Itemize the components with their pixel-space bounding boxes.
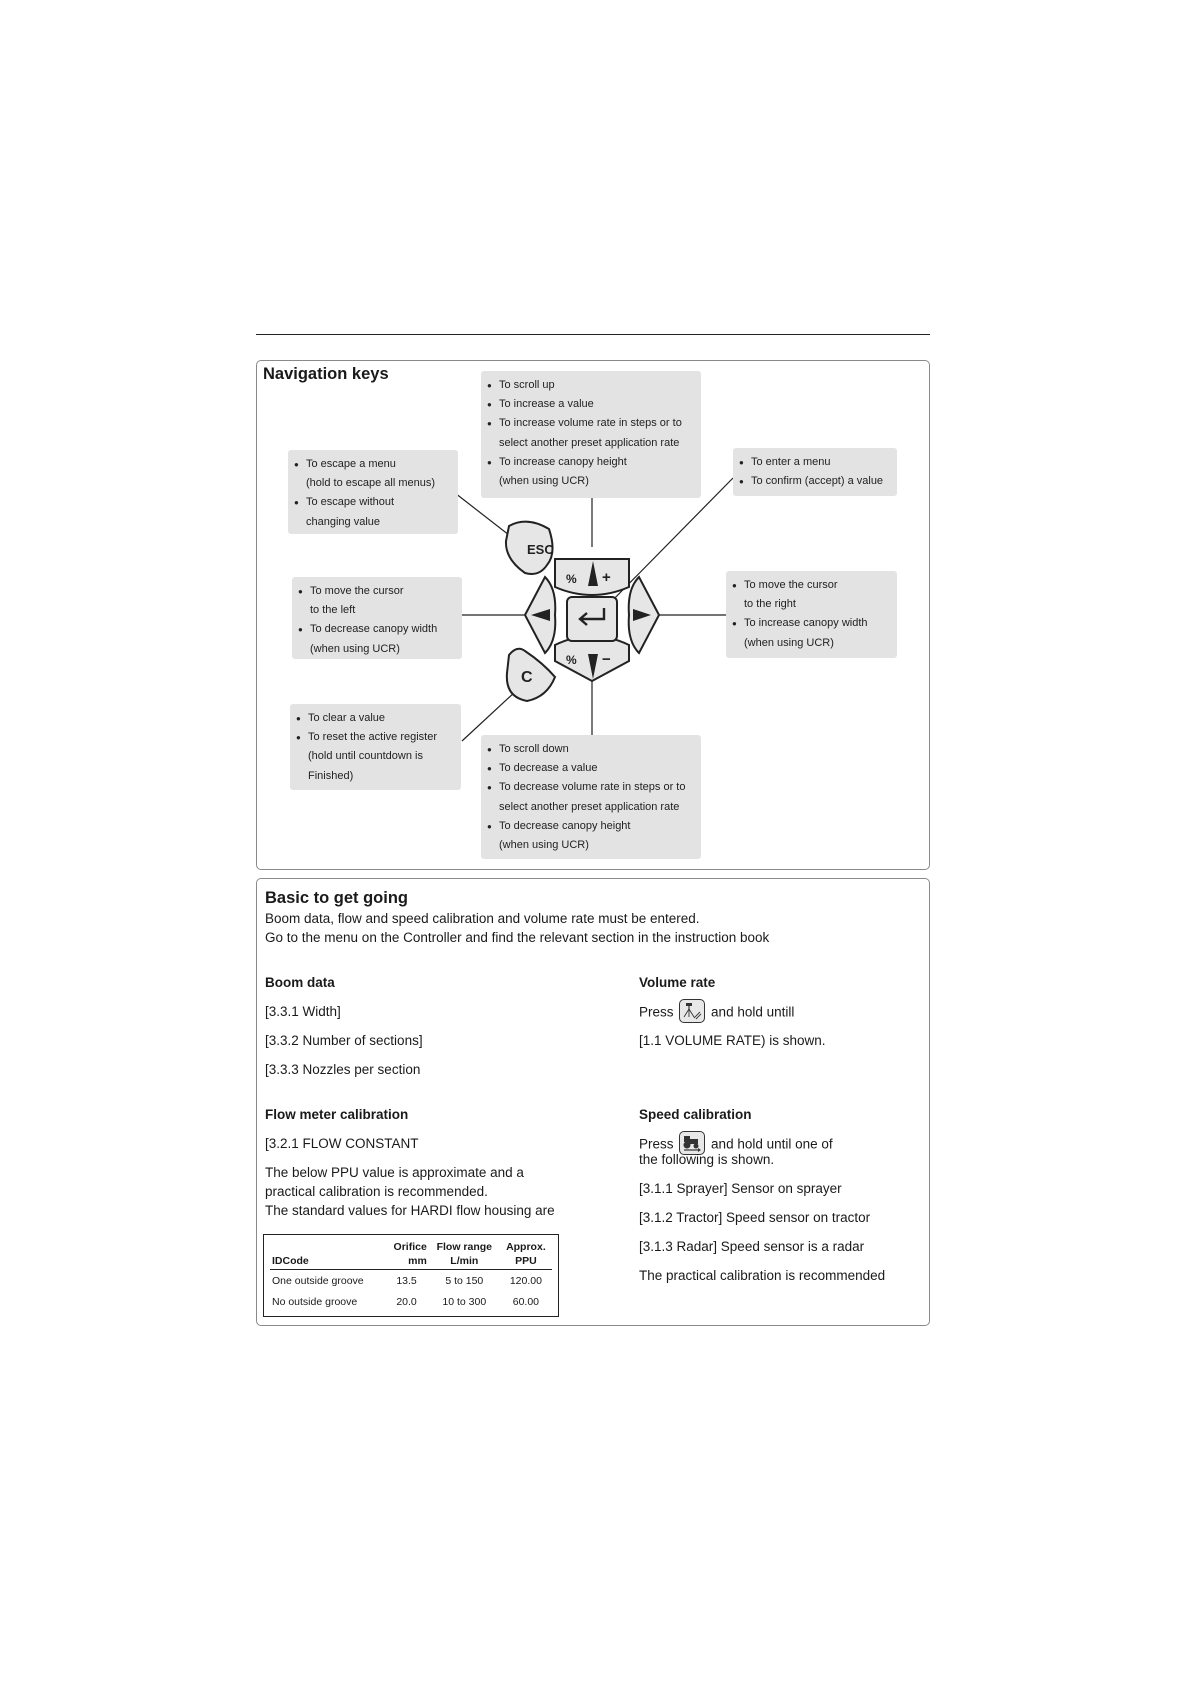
callout-esc-line: ● To escape without bbox=[306, 496, 395, 509]
down-key-percent-label: % bbox=[566, 653, 577, 667]
callout-esc-line: (hold to escape all menus) bbox=[306, 477, 436, 490]
ppu-header-ppu-line: PPU bbox=[515, 1255, 537, 1267]
callout-esc-key bbox=[288, 450, 458, 534]
ppu-header-orifice bbox=[384, 1239, 429, 1270]
callout-esc-line: changing value bbox=[306, 515, 381, 528]
ppu-cell-id: One outside groove bbox=[272, 1275, 364, 1287]
volume-rate-heading: Volume rate bbox=[639, 975, 716, 990]
basic-to-get-going-panel bbox=[256, 878, 930, 1326]
volume-rate-press-line bbox=[639, 1001, 794, 1025]
callout-enter-item: ● To confirm (accept) a value bbox=[739, 472, 891, 491]
ppu-cell-ppu: 60.00 bbox=[512, 1296, 540, 1308]
callout-down-item bbox=[487, 778, 695, 816]
callout-down-line: ● To decrease canopy height bbox=[499, 819, 631, 832]
callout-clear-item bbox=[296, 728, 455, 786]
callout-right-line: ● To move the cursor bbox=[744, 579, 838, 591]
volume-rate-shown-line: [1.1 VOLUME RATE) is shown. bbox=[639, 1033, 826, 1048]
table-row bbox=[270, 1270, 552, 1292]
clear-key-label: C bbox=[521, 669, 533, 686]
ppu-header-id-line: Code bbox=[282, 1255, 309, 1267]
esc-key-label: ESC bbox=[527, 542, 554, 557]
ppu-header-id-line: ID bbox=[272, 1255, 283, 1267]
leader-line-esc bbox=[455, 493, 509, 535]
ppu-header-ppu-line: Approx. bbox=[506, 1241, 546, 1253]
callout-esc-item bbox=[294, 455, 452, 493]
callout-clear-key bbox=[290, 704, 461, 790]
callout-left-line: ● To move the cursor bbox=[310, 585, 404, 597]
ppu-cell-orifice: 13.5 bbox=[396, 1275, 417, 1287]
callout-up-item bbox=[487, 453, 695, 491]
callout-right-line: (when using UCR) bbox=[744, 636, 834, 649]
flow-meter-heading: Flow meter calibration bbox=[265, 1107, 409, 1122]
callout-down-line: ● To decrease volume rate in steps or to bbox=[499, 781, 686, 794]
speed-option-item: [3.1.3 Radar] Speed sensor is a radar bbox=[639, 1239, 865, 1254]
up-key-plus-label: + bbox=[602, 569, 611, 586]
navigation-keys-panel bbox=[256, 360, 930, 870]
callout-down-item: ● To scroll down bbox=[487, 740, 695, 759]
callout-clear-line: (hold until countdown is bbox=[308, 750, 423, 763]
callout-left-key bbox=[292, 577, 462, 659]
callout-up-line: ● To increase volume rate in steps or to bbox=[499, 417, 682, 430]
basic-title: Basic to get going bbox=[265, 889, 409, 907]
leader-line-clear bbox=[462, 691, 516, 741]
callout-up-line: ● To increase canopy height bbox=[499, 455, 627, 468]
callout-enter-key bbox=[733, 448, 897, 496]
callout-left-line: ● To decrease canopy width bbox=[310, 623, 438, 636]
boom-data-item: [3.3.2 Number of sections] bbox=[265, 1033, 423, 1048]
top-rule bbox=[256, 334, 930, 335]
sprayer-nozzle-icon bbox=[679, 999, 705, 1023]
speed-note: The practical calibration is recommended bbox=[639, 1268, 886, 1283]
ppu-header-flow-line: Flow range bbox=[436, 1241, 493, 1253]
basic-intro-line: Boom data, flow and speed calibration and volume rate must be entered. bbox=[265, 911, 700, 926]
volume-hold-text: and hold untill bbox=[711, 1004, 795, 1020]
basic-intro-line: Go to the menu on the Controller and find the relevant section in the instruction book bbox=[265, 930, 770, 945]
ppu-cell-flow-range: 10 to 300 bbox=[442, 1296, 487, 1308]
speed-hold-text: and hold until one of bbox=[711, 1136, 833, 1152]
boom-data-item: [3.3.3 Nozzles per section bbox=[265, 1062, 421, 1077]
ppu-header-id bbox=[270, 1239, 384, 1270]
callout-clear-line: ● To reset the active register bbox=[308, 731, 438, 744]
callout-left-item bbox=[298, 582, 456, 620]
callout-down-key bbox=[481, 735, 701, 859]
boom-data-item: [3.3.1 Width] bbox=[265, 1004, 341, 1019]
callout-right-item bbox=[732, 576, 891, 614]
callout-esc-item bbox=[294, 493, 452, 531]
ppu-cell-flow-range: 5 to 150 bbox=[445, 1275, 484, 1287]
flow-note-line: The below PPU value is approximate and a bbox=[265, 1165, 524, 1180]
callout-down-item: ● To decrease a value bbox=[487, 759, 695, 778]
callout-up-item: ● To scroll up bbox=[487, 376, 695, 395]
callout-esc-line: ● To escape a menu bbox=[306, 458, 396, 470]
boom-data-heading: Boom data bbox=[265, 975, 335, 990]
flow-note-line: The standard values for HARDI flow housing are bbox=[265, 1203, 555, 1218]
speed-option-item: [3.1.2 Tractor] Speed sensor on tractor bbox=[639, 1210, 871, 1225]
callout-up-item: ● To increase a value bbox=[487, 395, 695, 414]
callout-clear-line: Finished) bbox=[308, 769, 354, 782]
speed-press-text: Press bbox=[639, 1136, 674, 1152]
ppu-header-flow-range bbox=[429, 1239, 500, 1270]
ppu-cell-orifice: 20.0 bbox=[396, 1296, 417, 1308]
ppu-table-header-row bbox=[270, 1239, 552, 1270]
callout-left-line: (when using UCR) bbox=[310, 642, 400, 655]
callout-up-line: select another preset application rate bbox=[499, 436, 680, 449]
speed-shown-line: the following is shown. bbox=[639, 1152, 775, 1167]
ppu-header-orifice-line: Orifice bbox=[393, 1241, 427, 1253]
callout-up-key bbox=[481, 371, 701, 498]
callout-left-line: to the left bbox=[310, 604, 356, 617]
callout-left-item bbox=[298, 620, 456, 658]
speed-option-item: [3.1.1 Sprayer] Sensor on sprayer bbox=[639, 1181, 842, 1196]
table-row bbox=[270, 1291, 552, 1312]
down-key-minus-label: − bbox=[602, 651, 611, 668]
callout-down-line: (when using UCR) bbox=[499, 839, 589, 852]
ppu-table bbox=[263, 1234, 559, 1317]
volume-press-text: Press bbox=[639, 1004, 674, 1020]
up-key-percent-label: % bbox=[566, 572, 577, 586]
callout-up-item bbox=[487, 414, 695, 452]
ppu-cell-ppu: 120.00 bbox=[509, 1275, 542, 1287]
ppu-header-approx-ppu bbox=[500, 1239, 552, 1270]
callout-clear-item: ● To clear a value bbox=[296, 709, 455, 728]
flow-constant-item: [3.2.1 FLOW CONSTANT bbox=[265, 1136, 419, 1151]
callout-down-line: select another preset application rate bbox=[499, 800, 680, 813]
ppu-header-orifice-line: mm bbox=[408, 1255, 427, 1267]
flow-note-line: practical calibration is recommended. bbox=[265, 1184, 488, 1199]
callout-right-key bbox=[726, 571, 897, 658]
callout-up-line: (when using UCR) bbox=[499, 475, 589, 488]
callout-down-item bbox=[487, 817, 695, 855]
callout-right-line: to the right bbox=[744, 598, 796, 611]
callout-right-line: ● To increase canopy width bbox=[744, 617, 868, 630]
ppu-header-flow-line: L/min bbox=[450, 1255, 479, 1267]
speed-calibration-heading: Speed calibration bbox=[639, 1107, 752, 1122]
ppu-cell-id: No outside groove bbox=[272, 1296, 358, 1308]
callout-right-item bbox=[732, 614, 891, 652]
callout-enter-item: ● To enter a menu bbox=[739, 453, 891, 472]
navigation-keys-title: Navigation keys bbox=[263, 365, 389, 383]
